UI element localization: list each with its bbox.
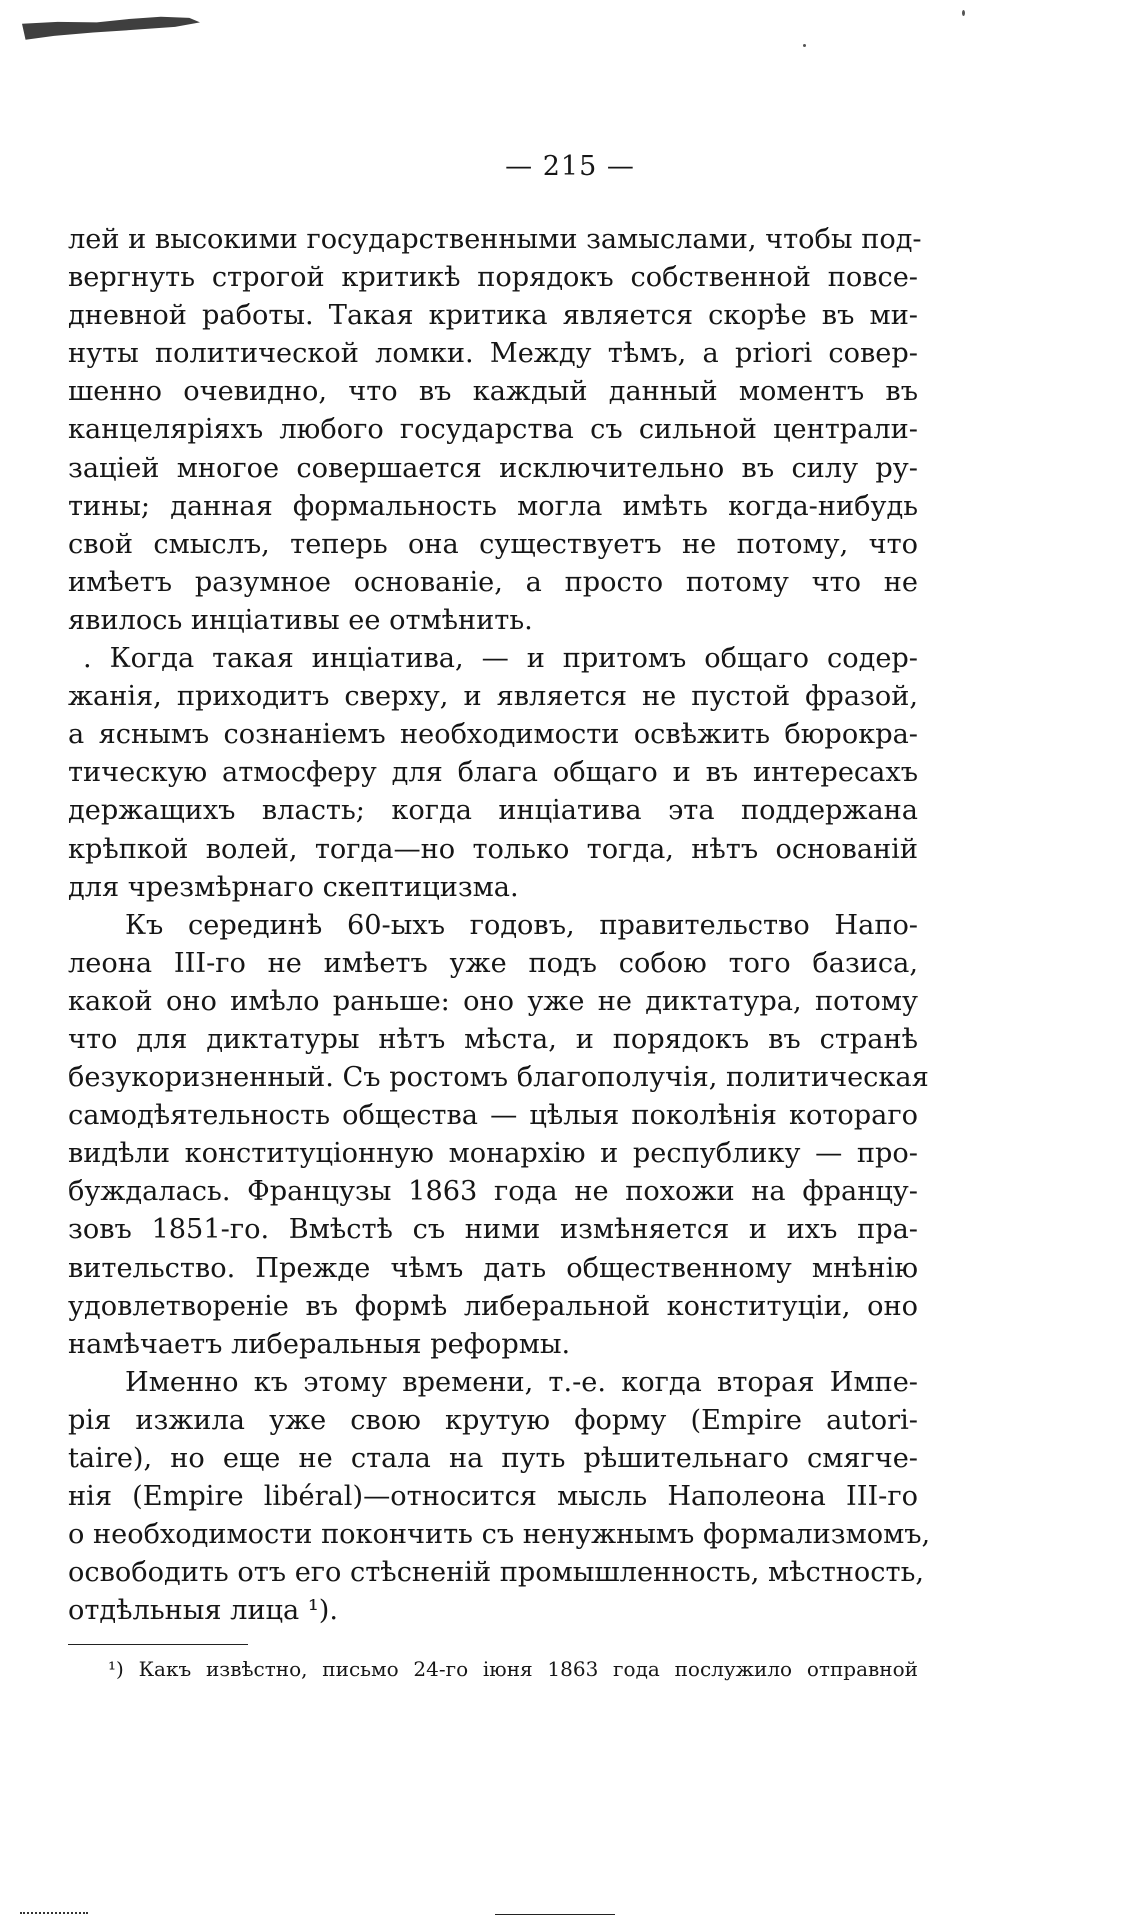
scan-speck: [962, 10, 965, 16]
text-line: Именно къ этому времени, т.-е. когда вторая Импе-: [125, 1366, 918, 1398]
text-line: удовлетвореніе въ формѣ либеральной конституціи, оно: [68, 1290, 918, 1322]
text-line: явилось инціативы ее отмѣнить.: [68, 604, 533, 636]
text-line: самодѣятельность общества — цѣлыя поколѣнія котораго: [68, 1100, 918, 1132]
text-line: тическую атмосферу для блага общаго и въ интересахъ: [68, 757, 918, 789]
text-line: нія (Empire libéral)—относится мысль Наполеона III-го: [68, 1481, 918, 1513]
text-line: вергнуть строгой критикѣ порядокъ собственной повсе-: [68, 262, 918, 294]
text-line: имѣетъ разумное основаніе, а просто потому что не: [68, 566, 918, 598]
text-line: какой оно имѣло раньше: оно уже не диктатура, потому: [68, 985, 918, 1017]
text-line: намѣчаетъ либеральныя реформы.: [68, 1328, 571, 1360]
text-line: нуты политической ломки. Между тѣмъ, а priori совер-: [68, 338, 918, 370]
text-line: лей и высокими государственными замыслами, чтобы под-: [68, 224, 922, 255]
text-line: заціей многое совершается исключительно въ силу ру-: [68, 452, 918, 484]
text-line: шенно очевидно, что въ каждый данный моментъ въ: [68, 376, 918, 408]
text-line: что для диктатуры нѣтъ мѣста, и порядокъ въ странѣ: [68, 1023, 918, 1055]
text-line: крѣпкой волей, тогда—но только тогда, нѣтъ основаній: [68, 833, 918, 865]
footnote-separator: [68, 1644, 248, 1645]
text-line: держащихъ власть; когда инціатива эта поддержана: [68, 795, 918, 827]
text-line: отдѣльныя лица ¹).: [68, 1595, 339, 1627]
text-line: рія изжила уже свою крутую форму (Empire autori-: [68, 1404, 918, 1436]
text-line: видѣли конституціонную монархію и республику — про-: [68, 1138, 918, 1170]
text-line: о необходимости покончить съ ненужнымъ формализмомъ,: [68, 1519, 931, 1551]
text-line: леона III-го не имѣетъ уже подъ собою того базиса,: [68, 947, 918, 979]
text-line: вительство. Прежде чѣмъ дать общественному мнѣнію: [68, 1252, 918, 1284]
bottom-rule: [495, 1914, 615, 1915]
text-line: taire), но еще не стала на путь рѣшительнаго смягче-: [68, 1443, 918, 1474]
scan-artifact-ink-blot: [22, 14, 200, 42]
text-line: . Когда такая инціатива, — и притомъ общаго содер-: [83, 643, 918, 675]
text-line: свой смыслъ, теперь она существуетъ не потому, что: [68, 528, 918, 560]
text-line: для чрезмѣрнаго скептицизма.: [68, 871, 519, 903]
text-line: тины; данная формальность могла имѣть когда-нибудь: [68, 490, 918, 522]
text-line: дневной работы. Такая критика является скорѣе въ ми-: [68, 300, 918, 332]
page-number: — 215 —: [505, 151, 635, 182]
scan-artifact-corner: [20, 1912, 88, 1914]
text-line: жанія, приходитъ сверху, и является не пустой фразой,: [68, 681, 918, 713]
text-line: буждалась. Французы 1863 года не похожи на францу-: [68, 1176, 918, 1208]
scan-speck: [803, 44, 806, 47]
text-line: зовъ 1851-го. Вмѣстѣ съ ними измѣняется и ихъ пра-: [68, 1214, 918, 1246]
body-text: [68, 221, 931, 1630]
text-line: канцеляріяхъ любого государства съ сильной централи-: [68, 414, 918, 446]
text-line: а яснымъ сознаніемъ необходимости освѣжить бюрокра-: [68, 719, 918, 751]
text-line: безукоризненный. Съ ростомъ благополучія, политическая: [68, 1062, 929, 1094]
footnote: ¹) Какъ извѣстно, письмо 24-го іюня 1863 года послужило отправной: [108, 1657, 918, 1681]
text-line: освободить отъ его стѣсненій промышленность, мѣстность,: [68, 1557, 925, 1589]
text-line: Къ серединѣ 60-ыхъ годовъ, правительство Напо-: [125, 909, 918, 941]
